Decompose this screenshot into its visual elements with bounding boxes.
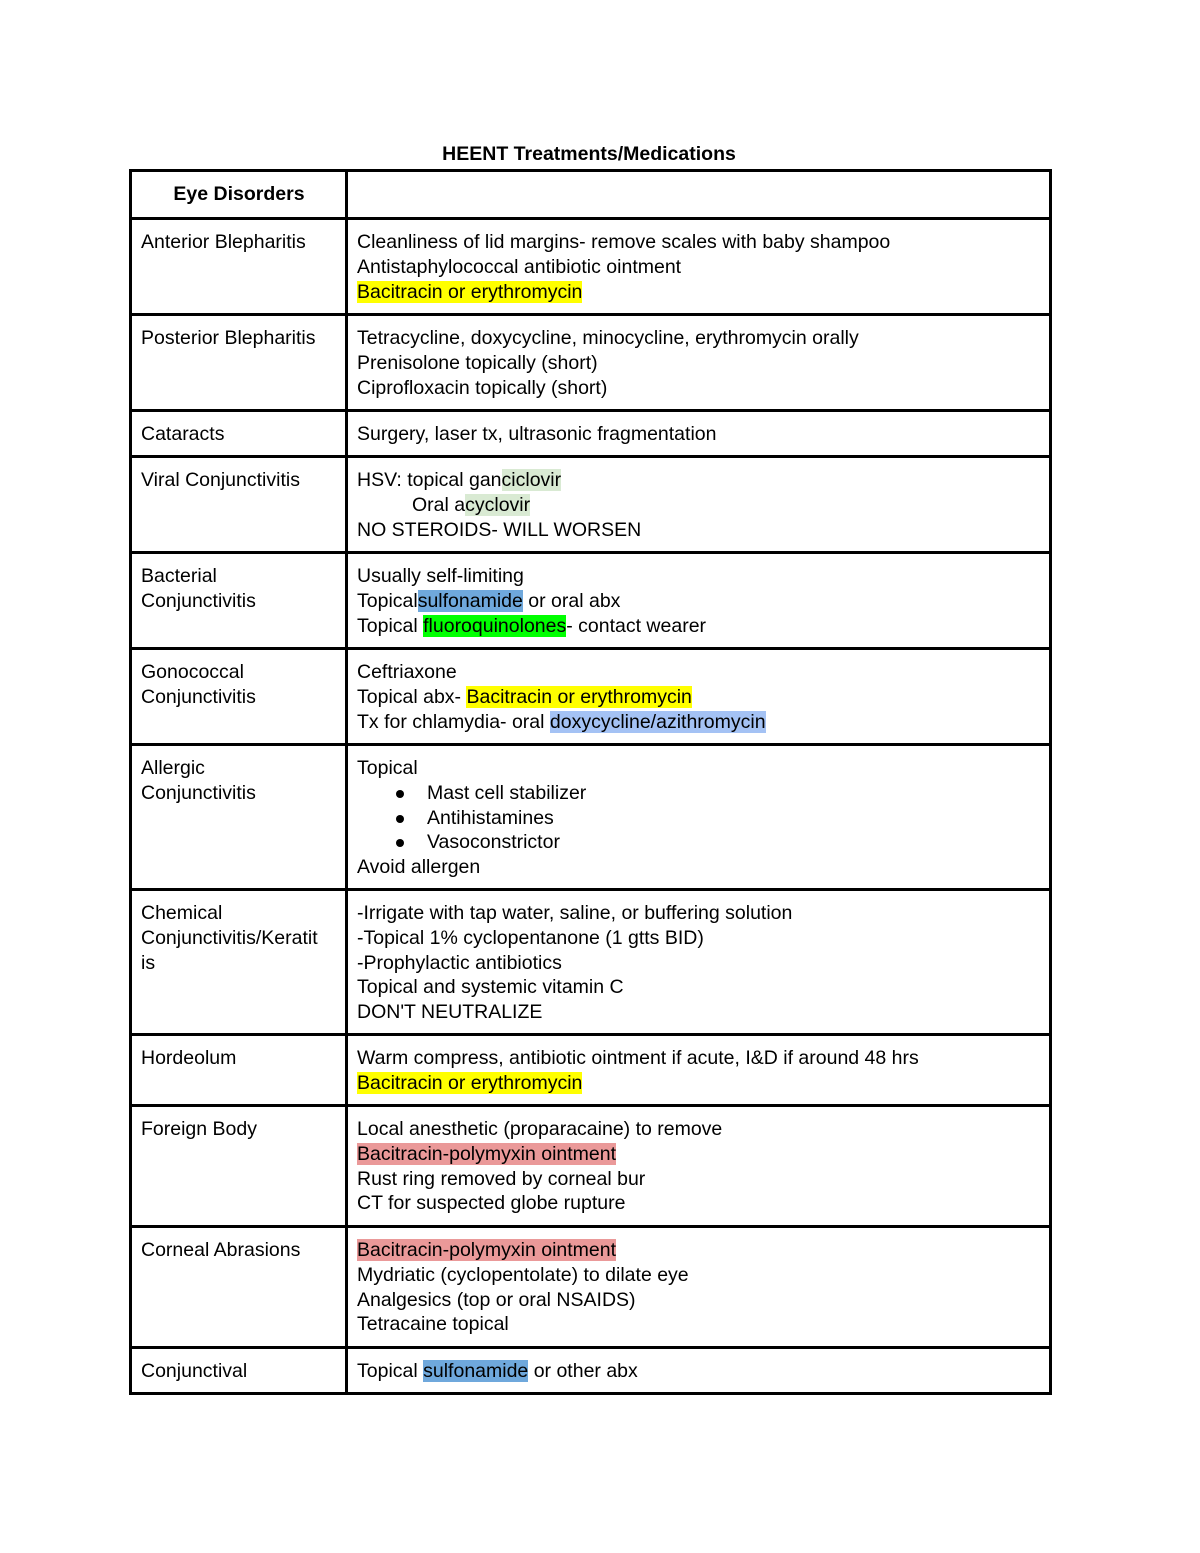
disorder-name: Conjunctival bbox=[131, 1348, 347, 1394]
bullet-item bbox=[357, 806, 1041, 831]
treatment-text: Topical bbox=[357, 614, 418, 637]
disorder-name: Corneal Abrasions bbox=[131, 1227, 347, 1348]
treatment-line: DON'T NEUTRALIZE bbox=[357, 1001, 543, 1024]
treatment-cell bbox=[347, 1227, 1051, 1348]
disorder-name-part: Gonococcal bbox=[141, 661, 244, 683]
treatment-line bbox=[357, 685, 1041, 710]
treatment-cell bbox=[347, 649, 1051, 745]
treatment-cell bbox=[347, 1106, 1051, 1227]
treatment-cell bbox=[347, 315, 1051, 411]
treatment-line: Warm compress, antibiotic ointment if acute, I&D if around 48 hrs bbox=[357, 1047, 919, 1069]
treatment-line: -Topical 1% cyclopentanone (1 gtts BID) bbox=[357, 926, 704, 949]
header-eye-disorders: Eye Disorders bbox=[131, 171, 347, 219]
bullet-text: Vasoconstrictor bbox=[427, 831, 560, 854]
disorder-name: Anterior Blepharitis bbox=[131, 219, 347, 315]
disorder-name-part: Conjunctivitis bbox=[141, 781, 256, 804]
disorder-name-part: Conjunctivitis/Keratit bbox=[141, 926, 318, 949]
treatment-line: Local anesthetic (proparacaine) to remove bbox=[357, 1118, 723, 1140]
bullet-item bbox=[357, 781, 1041, 806]
treatment-cell bbox=[347, 1348, 1051, 1394]
highlight-bright-green: fluoroquinolones bbox=[423, 614, 567, 637]
highlight-red: Bacitracin-polymyxin ointment bbox=[357, 1239, 617, 1261]
treatment-line: Cleanliness of lid margins- remove scales with baby shampoo bbox=[357, 231, 891, 253]
treatment-line bbox=[357, 589, 1041, 614]
table-row bbox=[131, 649, 1051, 745]
treatment-text: or oral abx bbox=[528, 589, 621, 612]
table-row bbox=[131, 553, 1051, 649]
disorder-name: Cataracts bbox=[131, 411, 347, 457]
bullet-text: Mast cell stabilizer bbox=[427, 781, 587, 804]
treatment-line: -Irrigate with tap water, saline, or buffering solution bbox=[357, 902, 793, 924]
treatment-cell bbox=[347, 745, 1051, 890]
treatment-line: Analgesics (top or oral NSAIDS) bbox=[357, 1288, 636, 1311]
treatment-line: Antistaphylococcal antibiotic ointment bbox=[357, 255, 682, 278]
table-row bbox=[131, 745, 1051, 890]
highlight-yellow: Bacitracin or erythromycin bbox=[466, 685, 692, 708]
disorder-name bbox=[131, 890, 347, 1035]
treatment-line: CT for suspected globe rupture bbox=[357, 1192, 626, 1215]
disorder-name bbox=[131, 745, 347, 890]
header-treatments bbox=[347, 171, 1051, 219]
highlight-blue: sulfonamide bbox=[417, 589, 523, 612]
table-header-row bbox=[131, 171, 1051, 219]
highlight-green: ciclovir bbox=[501, 469, 562, 491]
table-row bbox=[131, 1106, 1051, 1227]
treatment-line: Rust ring removed by corneal bur bbox=[357, 1167, 646, 1190]
highlight-red: Bacitracin-polymyxin ointment bbox=[357, 1142, 617, 1165]
treatment-cell bbox=[347, 219, 1051, 315]
treatment-line: Prenisolone topically (short) bbox=[357, 351, 598, 374]
highlight-yellow: Bacitracin or erythromycin bbox=[357, 280, 583, 303]
treatment-line: Topical and systemic vitamin C bbox=[357, 976, 624, 999]
treatment-line bbox=[357, 614, 1041, 639]
treatment-line: -Prophylactic antibiotics bbox=[357, 951, 562, 974]
table-row bbox=[131, 457, 1051, 553]
disorder-name: Hordeolum bbox=[131, 1035, 347, 1106]
disorder-name: Posterior Blepharitis bbox=[131, 315, 347, 411]
table-row bbox=[131, 315, 1051, 411]
table-row bbox=[131, 219, 1051, 315]
disorder-name-part: Chemical bbox=[141, 902, 223, 924]
highlight-light-blue: doxycycline/azithromycin bbox=[549, 710, 766, 733]
treatment-line: Usually self-limiting bbox=[357, 565, 524, 587]
disorder-name bbox=[131, 649, 347, 745]
treatment-line bbox=[357, 710, 1041, 735]
table-row bbox=[131, 411, 1051, 457]
treatment-line bbox=[357, 468, 1041, 493]
highlight-blue: sulfonamide bbox=[423, 1360, 529, 1382]
table-row bbox=[131, 1227, 1051, 1348]
disorder-name-part: Bacterial bbox=[141, 565, 217, 587]
treatment-text: Oral a bbox=[412, 493, 466, 516]
treatment-text: Topical bbox=[357, 589, 418, 612]
highlight-yellow: Bacitracin or erythromycin bbox=[357, 1071, 583, 1094]
disorder-name-part: Conjunctivitis bbox=[141, 685, 256, 708]
disorder-name-part: is bbox=[141, 951, 156, 974]
table-row bbox=[131, 1348, 1051, 1394]
disorder-name-part: Allergic bbox=[141, 757, 205, 779]
treatment-line: Tetracycline, doxycycline, minocycline, erythromycin orally bbox=[357, 327, 859, 349]
treatment-line: Avoid allergen bbox=[357, 856, 481, 879]
treatment-cell bbox=[347, 553, 1051, 649]
treatment-cell bbox=[347, 457, 1051, 553]
treatment-text: - contact wearer bbox=[566, 614, 707, 637]
highlight-green: cyclovir bbox=[465, 493, 531, 516]
table-row bbox=[131, 890, 1051, 1035]
treatment-text: Tx for chlamydia- oral bbox=[357, 710, 545, 733]
treatment-line: NO STEROIDS- WILL WORSEN bbox=[357, 518, 642, 541]
treatment-line: Ceftriaxone bbox=[357, 661, 457, 683]
treatment-text: HSV: topical gan bbox=[357, 469, 502, 491]
treatment-line: Mydriatic (cyclopentolate) to dilate eye bbox=[357, 1263, 689, 1286]
bullet-item bbox=[357, 830, 1041, 855]
bullet-text: Antihistamines bbox=[427, 806, 554, 829]
treatment-line bbox=[357, 1238, 1041, 1263]
treatment-cell bbox=[347, 411, 1051, 457]
treatment-line bbox=[357, 280, 1041, 305]
table-row bbox=[131, 1035, 1051, 1106]
treatment-line: Topical bbox=[357, 757, 418, 779]
treatment-text: or other abx bbox=[533, 1360, 638, 1382]
disorder-name: Foreign Body bbox=[131, 1106, 347, 1227]
document-title: HEENT Treatments/Medications bbox=[442, 143, 736, 165]
treatment-line bbox=[357, 493, 1041, 518]
treatment-line bbox=[357, 1359, 1041, 1384]
disorder-name-part: Conjunctivitis bbox=[141, 589, 256, 612]
disorder-name bbox=[131, 553, 347, 649]
treatment-cell bbox=[347, 1035, 1051, 1106]
treatment-line: Ciprofloxacin topically (short) bbox=[357, 376, 608, 399]
treatment-cell bbox=[347, 890, 1051, 1035]
treatment-line bbox=[357, 1071, 1041, 1096]
treatment-line bbox=[357, 1142, 1041, 1167]
treatment-line: Tetracaine topical bbox=[357, 1313, 509, 1336]
treatment-line: Surgery, laser tx, ultrasonic fragmentation bbox=[357, 423, 717, 445]
treatment-text: Topical bbox=[357, 1360, 418, 1382]
treatment-text: Topical abx- bbox=[357, 685, 462, 708]
treatments-table bbox=[129, 169, 1052, 1395]
disorder-name: Viral Conjunctivitis bbox=[131, 457, 347, 553]
